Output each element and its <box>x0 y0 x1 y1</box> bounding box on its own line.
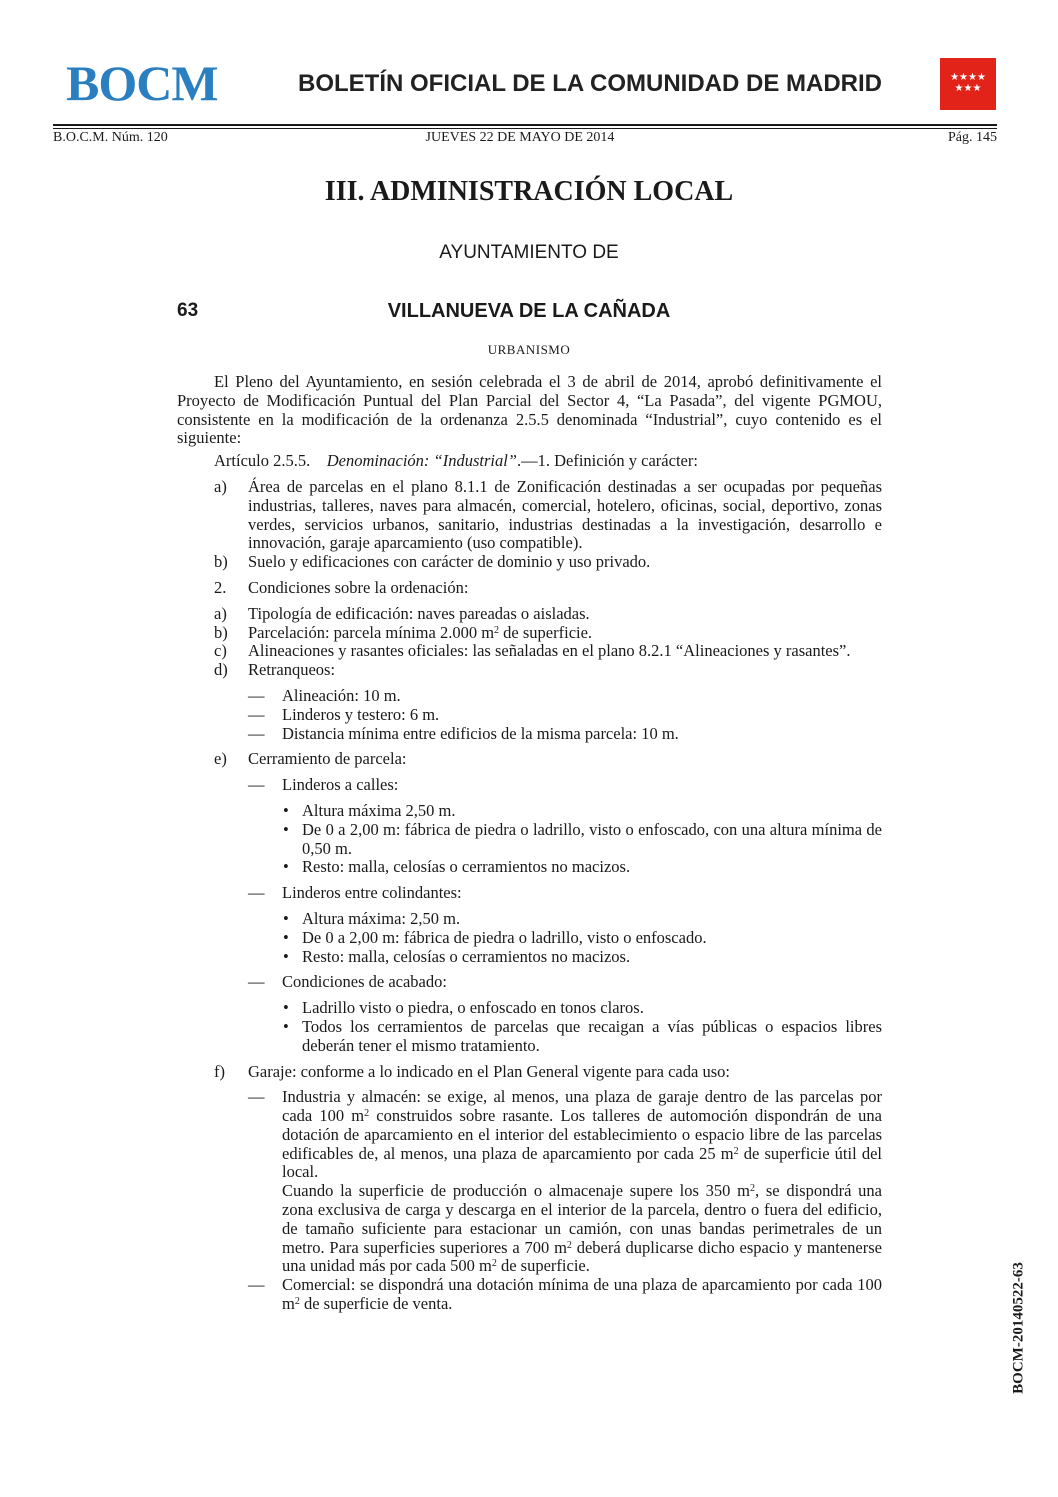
madrid-flag-icon <box>940 58 996 110</box>
dash-text: Distancia mínima entre edificios de la misma parcela: 10 m. <box>282 723 679 743</box>
publication-title: BOLETÍN OFICIAL DE LA COMUNIDAD DE MADRID <box>298 70 882 97</box>
header-rule <box>53 124 997 126</box>
dash-icon: — <box>248 704 265 724</box>
bullet-icon: • <box>283 946 289 966</box>
dash-text: de superficie. <box>496 1256 590 1276</box>
bullet-icon: • <box>283 857 289 877</box>
list-text: Retranqueos: <box>248 660 336 680</box>
bullet-item <box>177 802 882 821</box>
dash-text: Linderos a calles: <box>282 775 399 795</box>
dash-item <box>177 1276 882 1314</box>
list-label: d) <box>214 660 228 680</box>
flag-stars-row: ★★★ <box>954 83 982 94</box>
issue-date: JUEVES 22 DE MAYO DE 2014 <box>425 130 615 145</box>
article-number: Artículo 2.5.5. <box>214 451 311 471</box>
list-item <box>177 642 882 661</box>
list-label: 2. <box>214 577 227 597</box>
dash-icon: — <box>248 1275 265 1295</box>
list-text: Tipología de edificación: naves pareadas o aisladas. <box>248 603 590 623</box>
flag-stars <box>940 72 996 94</box>
bullet-text: Altura máxima: 2,50 m. <box>302 908 461 928</box>
list-item <box>177 624 882 643</box>
list-label: a) <box>214 603 227 623</box>
bullet-icon: • <box>283 819 289 839</box>
list-text: Alineaciones y rasantes oficiales: las señaladas en el plano 8.2.1 “Alineaciones y rasantes”. <box>248 641 851 661</box>
dash-text: Industria y almacén: se exige, al menos, una plaza de garaje dentro de las parcelas por cada 100 m <box>282 1087 882 1126</box>
intro-paragraph: El Pleno del Ayuntamiento, en sesión celebrada el 3 de abril de 2014, aprobó definitivamente el Proyecto de Modificación Puntual del Plan Parcial del Sector 4, “La Pasada”, del vigente PGMOU, consistente en la modificación de la ordenanza 2.5.5 denominada “Industrial”, cuyo contenido es el siguiente: <box>177 372 882 448</box>
dash-icon: — <box>248 685 265 705</box>
list-item <box>177 750 882 769</box>
bullet-text: Todos los cerramientos de parcelas que recaigan a vías públicas o espacios libres deberán tener el mismo tratamiento. <box>302 1016 882 1055</box>
bullet-item <box>177 999 882 1018</box>
bullet-item <box>177 1018 882 1056</box>
issue-number: B.O.C.M. Núm. 120 <box>53 130 168 145</box>
bullet-text: De 0 a 2,00 m: fábrica de piedra o ladrillo, visto o enfoscado. <box>302 927 707 947</box>
list-text: Condiciones sobre la ordenación: <box>248 577 469 597</box>
bullet-item <box>177 821 882 859</box>
dash-icon: — <box>248 972 265 992</box>
dash-text: Cuando la superficie de producción o almacenaje supere los 350 m <box>282 1181 750 1201</box>
bullet-icon: • <box>283 800 289 820</box>
topic-heading: URBANISMO <box>487 342 571 357</box>
dash-text: Comercial: se dispondrá una dotación mínima de una plaza de aparcamiento por cada 100 m <box>282 1275 882 1314</box>
list-item <box>177 605 882 624</box>
dash-text: deberá duplicarse dicho espacio y mantenerse una unidad más por cada 500 m <box>282 1237 882 1276</box>
dash-item <box>177 884 882 903</box>
dash-text: Condiciones de acabado: <box>282 972 447 992</box>
list-item <box>177 661 882 680</box>
list-text: Parcelación: parcela mínima 2.000 m <box>248 622 495 642</box>
superscript: 2 <box>733 1145 739 1157</box>
bullet-text: Altura máxima 2,50 m. <box>302 800 456 820</box>
dash-icon: — <box>248 883 265 903</box>
bullet-text: Ladrillo visto o piedra, o enfoscado en tonos claros. <box>302 998 644 1018</box>
dash-text: de superficie de venta. <box>299 1294 453 1314</box>
dash-text: Alineación: 10 m. <box>282 685 401 705</box>
superscript: 2 <box>494 624 500 636</box>
entry-number: 63 <box>177 300 199 321</box>
article-name: Denominación: “Industrial” <box>326 451 517 471</box>
dash-icon: — <box>248 723 265 743</box>
list-text: Área de parcelas en el plano 8.1.1 de Zonificación destinadas a ser ocupadas por pequeñas industrias, talleres, naves para almacén, comercial, hotelero, oficinas, social, deportivo, zonas verdes, servicios urbanos, sanitario, industrias destinadas a la investigación, desarrollo e innovación, garaje aparcamiento (uso compatible). <box>248 476 882 553</box>
bullet-text: De 0 a 2,00 m: fábrica de piedra o ladrillo, visto o enfoscado, con una altura mínima de 0,50 m. <box>302 819 882 858</box>
dash-text: Linderos entre colindantes: <box>282 883 462 903</box>
bullet-text: Resto: malla, celosías o cerramientos no macizos. <box>302 946 631 966</box>
side-code <box>1007 1240 1031 1415</box>
page-number: Pág. 145 <box>948 130 997 145</box>
list-item <box>177 579 882 598</box>
list-label: b) <box>214 552 228 572</box>
list-item <box>177 478 882 553</box>
superscript: 2 <box>566 1239 572 1251</box>
bullet-text: Resto: malla, celosías o cerramientos no macizos. <box>302 857 631 877</box>
header-rule-thin <box>53 128 997 129</box>
list-label: a) <box>214 476 227 496</box>
list-item <box>177 553 882 572</box>
list-text: Cerramiento de parcela: <box>248 749 407 769</box>
dash-item <box>177 687 882 706</box>
bullet-icon: • <box>283 1016 289 1036</box>
list-item <box>177 1063 882 1082</box>
list-text: Garaje: conforme a lo indicado en el Plan General vigente para cada uso: <box>248 1061 730 1081</box>
bullet-icon: • <box>283 908 289 928</box>
dash-text: construidos sobre rasante. Los talleres de automoción dispondrán de una dotación de aparcamiento en el interior del establecimiento o espacio libre de las parcelas edificables de, al menos, una plaza de aparcamiento por cada 25 m <box>282 1106 883 1163</box>
bocm-logo: BOCM <box>66 55 218 111</box>
bullet-icon: • <box>283 927 289 947</box>
document-body <box>177 373 882 1314</box>
dash-text: de superficie útil del local. <box>282 1143 882 1182</box>
list-label: b) <box>214 622 228 642</box>
list-label: c) <box>214 641 227 661</box>
section-title: III. ADMINISTRACIÓN LOCAL <box>324 176 734 207</box>
flag-stars-row: ★★★★ <box>950 72 986 83</box>
dash-icon: — <box>248 775 265 795</box>
list-label: f) <box>214 1061 225 1081</box>
list-text: Suelo y edificaciones con carácter de dominio y uso privado. <box>248 552 651 572</box>
bullet-item <box>177 910 882 929</box>
superscript: 2 <box>491 1258 497 1270</box>
article-heading <box>177 452 882 471</box>
list-text: de superficie. <box>499 622 593 642</box>
superscript: 2 <box>364 1108 370 1120</box>
list-label: e) <box>214 749 227 769</box>
municipality-heading: VILLANUEVA DE LA CAÑADA <box>387 300 671 322</box>
superscript: 2 <box>749 1183 755 1195</box>
bullet-item <box>177 948 882 967</box>
dash-text: , se dispondrá una zona exclusiva de carga y descarga en el interior de la parcela, dentro o fuera del edificio, de tamaño suficiente para estacionar un camión, con unas bandas perimetrales de un metro. Para superficies superiores a 700 m <box>282 1181 882 1257</box>
dash-icon: — <box>248 1087 265 1107</box>
bullet-item <box>177 858 882 877</box>
side-code-text: BOCM-20140522-63 <box>1010 1261 1027 1394</box>
dash-item <box>177 725 882 744</box>
bullet-icon: • <box>283 998 289 1018</box>
article-suffix: .—1. Definición y carácter: <box>516 451 698 471</box>
dash-continuation <box>177 1182 882 1276</box>
dash-item <box>177 776 882 795</box>
dash-item <box>177 973 882 992</box>
dash-item <box>177 1088 882 1182</box>
bullet-item <box>177 929 882 948</box>
ayuntamiento-heading: AYUNTAMIENTO DE <box>439 242 619 263</box>
dash-text: Linderos y testero: 6 m. <box>282 704 440 724</box>
dash-item <box>177 706 882 725</box>
superscript: 2 <box>294 1296 300 1308</box>
